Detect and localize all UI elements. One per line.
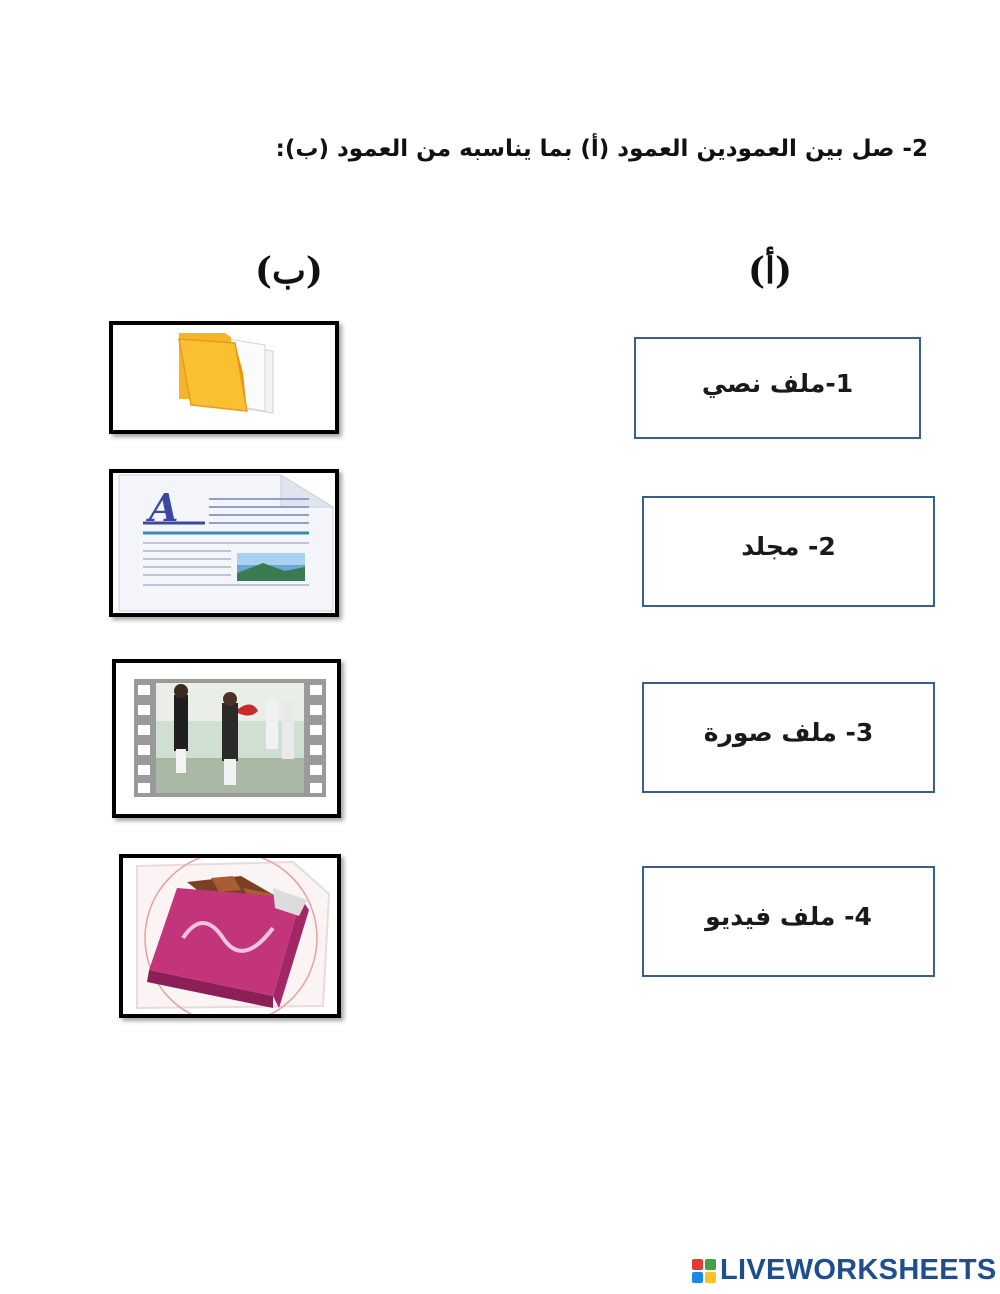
- column-b-heading: (ب): [255, 250, 323, 292]
- match-item-b-1[interactable]: [109, 321, 339, 434]
- svg-text:A: A: [149, 485, 179, 530]
- match-item-b-2[interactable]: [109, 469, 339, 617]
- match-item-a-1[interactable]: [634, 337, 921, 439]
- folder-icon: [113, 325, 335, 430]
- match-item-a-3-label: 3- ملف صورة: [703, 718, 874, 747]
- match-item-a-3[interactable]: [642, 682, 935, 793]
- liveworksheets-brand: [692, 1254, 997, 1287]
- liveworksheets-logo-icon: [692, 1259, 716, 1283]
- match-item-a-2[interactable]: [642, 496, 935, 607]
- column-a-heading: (أ): [748, 250, 793, 292]
- image-file-icon: [123, 858, 337, 1014]
- match-item-a-4[interactable]: [642, 866, 935, 977]
- match-item-a-2-label: 2- مجلد: [741, 532, 836, 561]
- match-item-a-1-label: 1-ملف نصي: [701, 368, 854, 398]
- text-document-icon: [113, 473, 335, 613]
- match-item-b-4[interactable]: [119, 854, 341, 1018]
- brand-name: LIVEWORKSHEETS: [720, 1254, 997, 1286]
- video-film-icon: [116, 663, 337, 814]
- match-item-a-4-label: 4- ملف فيديو: [705, 902, 872, 931]
- question-text: 2- صل بين العمودين العمود (أ) بما يناسبه من العمود (ب):: [275, 136, 928, 162]
- match-item-b-3[interactable]: [112, 659, 341, 818]
